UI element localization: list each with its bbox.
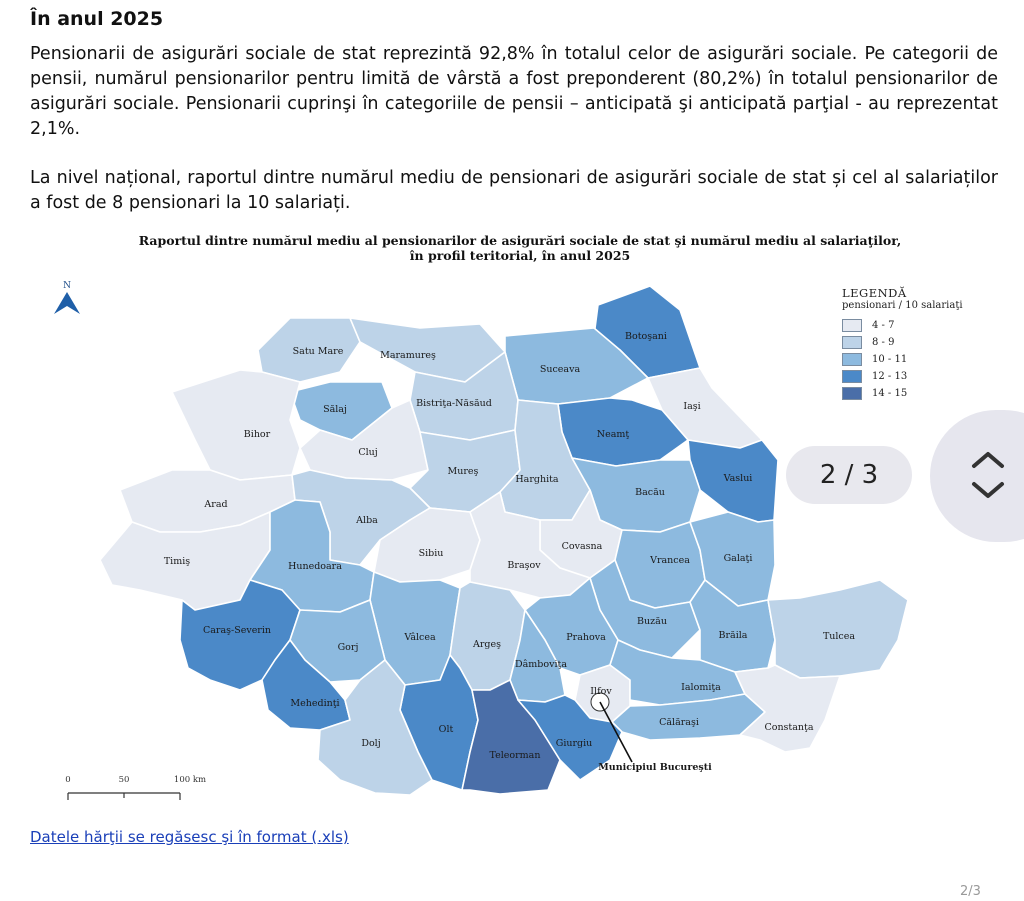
corner-page-indicator: 2/3 [960, 884, 981, 899]
legend-swatch-14-15 [842, 387, 862, 400]
legend-swatch-8-9 [842, 336, 862, 349]
legend-swatch-12-13 [842, 370, 862, 383]
legend-row-8-9 [842, 334, 963, 351]
label-mures: Mureş [447, 466, 479, 477]
page-indicator: 2 / 3 [786, 446, 912, 504]
label-buzau: Buzău [637, 616, 667, 627]
label-arad: Arad [204, 499, 228, 510]
label-teleorman: Teleorman [489, 750, 541, 761]
legend-row-14-15 [842, 385, 963, 402]
label-dambovita: Dâmboviţa [515, 659, 567, 670]
label-vrancea: Vrancea [650, 555, 690, 566]
north-label: N [63, 281, 71, 291]
label-bacau: Bacău [635, 487, 665, 498]
label-prahova: Prahova [566, 632, 606, 643]
scale-bar [65, 775, 206, 800]
label-covasna: Covasna [561, 541, 603, 552]
legend-swatch-4-7 [842, 319, 862, 332]
legend-subtitle: pensionari / 10 salariaţi [842, 300, 963, 311]
north-arrow-icon [54, 281, 80, 314]
legend-label-12-13: 12 - 13 [872, 371, 908, 382]
label-harghita: Harghita [515, 474, 559, 485]
legend-swatch-10-11 [842, 353, 862, 366]
label-dolj: Dolj [361, 738, 381, 749]
label-ilfov: Ilfov [590, 686, 612, 697]
label-olt: Olt [438, 724, 454, 735]
label-constanta: Constanţa [764, 722, 814, 733]
legend-label-4-7: 4 - 7 [872, 320, 895, 331]
legend-label-14-15: 14 - 15 [872, 388, 908, 399]
label-bihor: Bihor [243, 429, 271, 440]
label-bistrita-nasaud: Bistriţa-Năsăud [416, 398, 492, 409]
label-galati: Galaţi [723, 553, 753, 564]
label-sibiu: Sibiu [418, 548, 444, 559]
map-title-line2: în profil teritorial, în anul 2025 [409, 248, 631, 263]
label-iasi: Iaşi [683, 401, 701, 412]
bucharest-label: Municipiul Bucureşti [598, 762, 712, 773]
legend-row-12-13 [842, 368, 963, 385]
paragraph-national-ratio: La nivel național, raportul dintre numărul mediu de pensionari de asigurări sociale de stat și cel al salariaților a fost de 8 pensionari la 10 salariați. [30, 168, 998, 213]
label-maramures: Maramureş [380, 350, 436, 361]
label-vaslui: Vaslui [723, 473, 753, 484]
label-calarasi: Călăraşi [659, 717, 699, 728]
legend-title: LEGENDĂ [842, 286, 907, 300]
label-timis: Timiş [163, 556, 191, 567]
chevron-up-down-icon [968, 446, 1008, 506]
county-tulcea [768, 580, 908, 678]
section-heading: În anul 2025 [30, 8, 164, 30]
county-bihor [172, 370, 300, 480]
map-legend [842, 286, 963, 402]
label-giurgiu: Giurgiu [555, 738, 593, 749]
label-brasov: Braşov [507, 560, 541, 571]
label-ialomita: Ialomiţa [681, 682, 721, 693]
label-gorj: Gorj [337, 642, 359, 653]
xls-data-link[interactable]: Datele hărţii se regăsesc şi în format (.xls) [30, 828, 349, 846]
label-neamt: Neamţ [596, 429, 630, 440]
label-botosani: Botoşani [625, 331, 667, 342]
label-caras-severin: Caraş-Severin [202, 625, 272, 636]
label-arges: Argeş [473, 639, 501, 650]
label-suceava: Suceava [539, 364, 581, 375]
scale-label-0: 0 [65, 775, 71, 785]
label-salaj: Sălaj [323, 404, 347, 415]
scale-label-50: 50 [118, 775, 130, 785]
map-title-line1: Raportul dintre numărul mediu al pensionarilor de asigurări sociale de stat şi numărul mediu al salariaţilor, [138, 233, 902, 248]
legend-row-10-11 [842, 351, 963, 368]
legend-row-4-7 [842, 317, 963, 334]
label-tulcea: Tulcea [822, 631, 856, 642]
label-hunedoara: Hunedoara [288, 561, 342, 572]
scale-label-100: 100 km [173, 775, 207, 785]
label-cluj: Cluj [358, 447, 378, 458]
paragraph-pensioners-share: Pensionarii de asigurări sociale de stat reprezintă 92,8% în totalul celor de asigurări sociale. Pe categorii de pensii, numărul pensionarilor pentru limită de vârstă a fost preponderent (80,2%) în totalul pensionarilor de asigurări sociale. Pensionarii cuprinşi în categoriile de pensii – anticipată şi anticipată parţial - au reprezentat 2,1%. [30, 44, 998, 139]
map-title [90, 233, 950, 263]
legend-label-8-9: 8 - 9 [872, 337, 895, 348]
legend-label-10-11: 10 - 11 [872, 354, 908, 365]
label-satu-mare: Satu Mare [292, 346, 344, 357]
label-valcea: Vâlcea [404, 632, 436, 643]
label-braila: Brăila [718, 630, 748, 641]
label-alba: Alba [356, 515, 378, 526]
label-mehedinti: Mehedinţi [290, 698, 340, 709]
